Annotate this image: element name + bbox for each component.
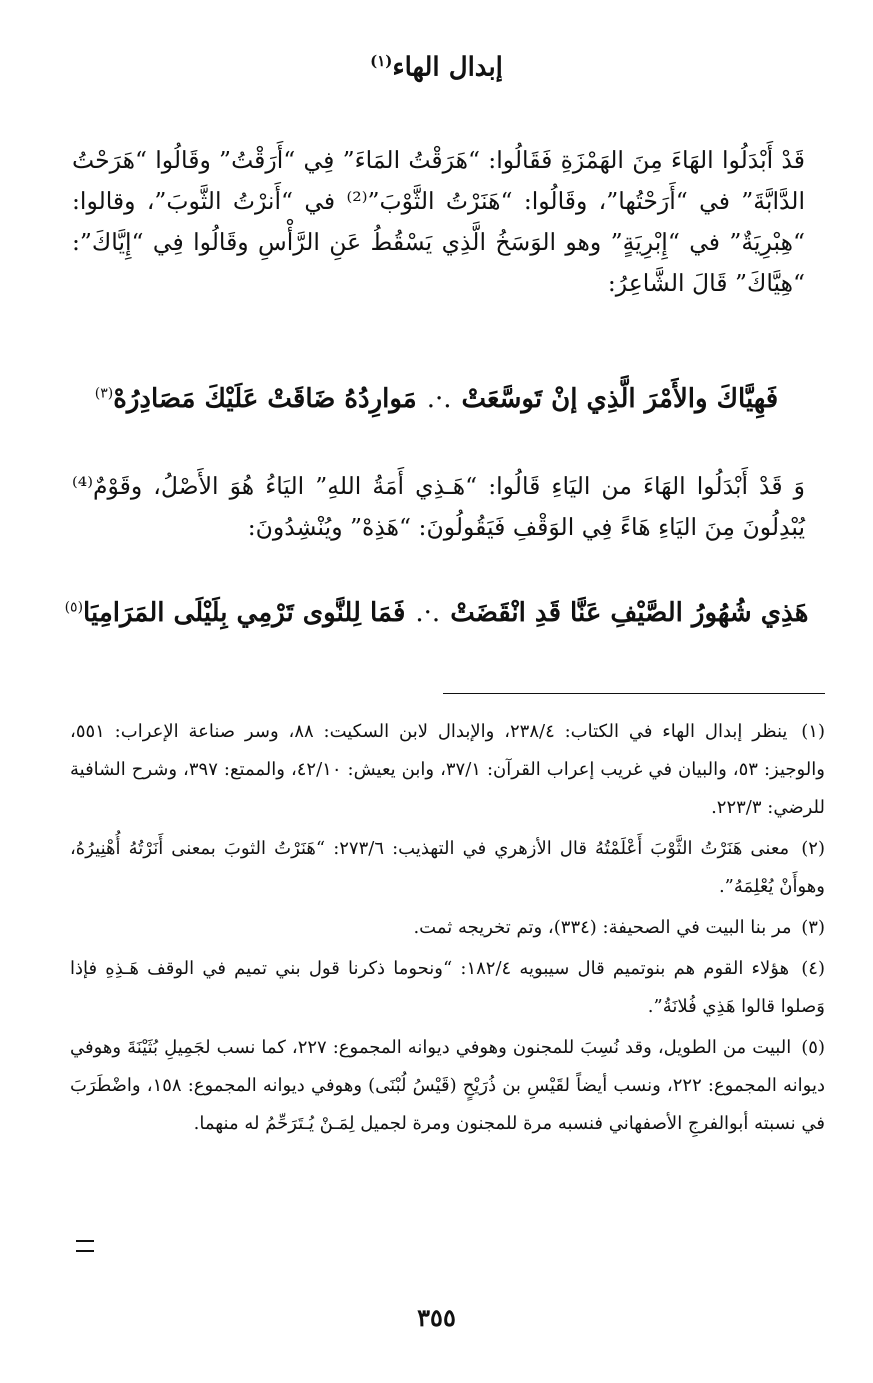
footnote-5 bbox=[70, 1029, 825, 1143]
footnote-number: (١) bbox=[801, 721, 825, 742]
verse-1-first-hemistich: فَهِيَّاكَ والأَمْرَ الَّذِي إنْ تَوسَّعَتْ bbox=[461, 384, 779, 414]
poetry-verse-1 bbox=[60, 384, 813, 414]
section-title-text: إبدال الهاء bbox=[392, 52, 503, 83]
footnote-text: البيت من الطويل، وقد نُسِبَ للمجنون وهوفي ديوانه المجموع: ٢٢٧، كما نسب لجَمِيلِ بُثَيْنَةَ وهوفي ديوانه المجموع: ٢٢٢، ونسب أيضاً لقَيْسِ بن ذُرَيْحٍ (قَيْسُ لُبْنَى) وهوفي ديوانه المجموع: ١٥٨، واضْطَرَبَ في نسبته أبوالفرجِ الأصفهاني فنسبه مرة للمجنون ومرة لجميل لِمَـنْ يُـتَرَحِّمُ له منهما. bbox=[70, 1037, 825, 1134]
footnote-number: (٢) bbox=[801, 838, 825, 859]
poetry-verse-2 bbox=[60, 598, 813, 628]
footnote-text: ينظر إبدال الهاء في الكتاب: ٢٣٨/٤، والإبدال لابن السكيت: ٨٨، وسر صناعة الإعراب: ٥٥١، والوجيز: ٥٣، والبيان في غريب إعراب القرآن: ٣٧/١، وابن يعيش: ٤٢/١٠، والممتع: ٣٩٧، وشرح الشافية للرضي: ٢٢٣/٣. bbox=[70, 721, 825, 818]
footnote-1 bbox=[70, 713, 825, 827]
footnote-ref-1: (١) bbox=[370, 52, 393, 70]
verse-2-first-hemistich: هَذِي شُهُورُ الصَّيْفِ عَنَّا قَدِ انْقَضَتْ bbox=[450, 598, 809, 628]
verse-2-second-hemistich: فَمَا لِلنَّوى تَرْمِي بِلَيْلَى المَرَامِيَا bbox=[83, 598, 406, 628]
footnote-text: معنى هَنَرْتُ الثَّوْبَ أَعْلَمْتُهُ قال الأزهري في التهذيب: ٢٧٣/٦: “هَنَرْتُ الثوبَ بمعنى أَنَرْتُهُ أُهْنِيرُهُ، وهوأَنْ يُعْلِمَهُ”. bbox=[70, 838, 825, 897]
footnote-ref-3: (٣) bbox=[94, 385, 114, 402]
footnote-3 bbox=[70, 909, 825, 947]
footnote-ref-5: (٥) bbox=[64, 599, 84, 616]
section-title bbox=[0, 52, 873, 83]
footnote-2 bbox=[70, 830, 825, 906]
footnote-text: مر بنا البيت في الصحيفة: (٣٣٤)، وتم تخريجه ثمت. bbox=[413, 917, 792, 938]
continuation-mark-icon bbox=[76, 1240, 94, 1252]
footnote-text: هؤلاء القوم هم بنوتميم قال سيبويه ١٨٢/٤: “ونحوما ذكرنا قول بني تميم في الوقف هَـذِهِ فإذا وَصلوا قالوا هَذِي فُلانَةُ”. bbox=[70, 958, 825, 1017]
verse-1-separator: .·. bbox=[426, 384, 452, 414]
page-number: ٣٥٥ bbox=[417, 1303, 456, 1332]
footnote-number: (٥) bbox=[801, 1037, 825, 1058]
body-paragraph-1: قَدْ أَبْدَلُوا الهَاءَ مِنَ الهَمْزَةِ فَقَالُوا: “هَرَقْتُ المَاءَ” فِي “أَرَقْتُ” وقَالُوا “هَرَحْتُ الدَّابَّةَ” في “أَرَحْتُها”، وقَالُوا: “هَنَرْتُ الثَّوْبَ”⁽²⁾ في “أَنرْتُ الثَّوبَ”، وقالوا: “هِبْرِيَةٌ” في “إِبْرِيَةٍ” وهو الوَسَخُ الَّذِي يَسْقُطُ عَنِ الرَّأْسِ وقَالُوا فِي “إِيَّاكَ”: “هِيَّاكَ” قَالَ الشَّاعِرُ: bbox=[72, 146, 805, 297]
footnote-number: (٣) bbox=[801, 917, 825, 938]
footnote-divider bbox=[443, 693, 825, 694]
verse-1-second-hemistich: مَوارِدُهُ ضَاقَتْ عَلَيْكَ مَصَادِرُهْ bbox=[113, 384, 417, 414]
footnote-4 bbox=[70, 950, 825, 1026]
footnotes-section bbox=[70, 713, 825, 1146]
body-paragraph-2: وَ قَدْ أَبْدَلُوا الهَاءَ من اليَاءِ قَالُوا: “هَـذِي أَمَةُ اللهِ” اليَاءُ هُوَ الأَصْلُ، وقَوْمٌ⁽⁴⁾ يُبْدِلُونَ مِنَ اليَاءِ هَاءً فِي الوَقْفِ فَيَقُولُونَ: “هَذِهْ” ويُنْشِدُونَ: bbox=[72, 472, 805, 541]
verse-2-separator: .·. bbox=[415, 598, 441, 628]
footnote-number: (٤) bbox=[801, 958, 825, 979]
